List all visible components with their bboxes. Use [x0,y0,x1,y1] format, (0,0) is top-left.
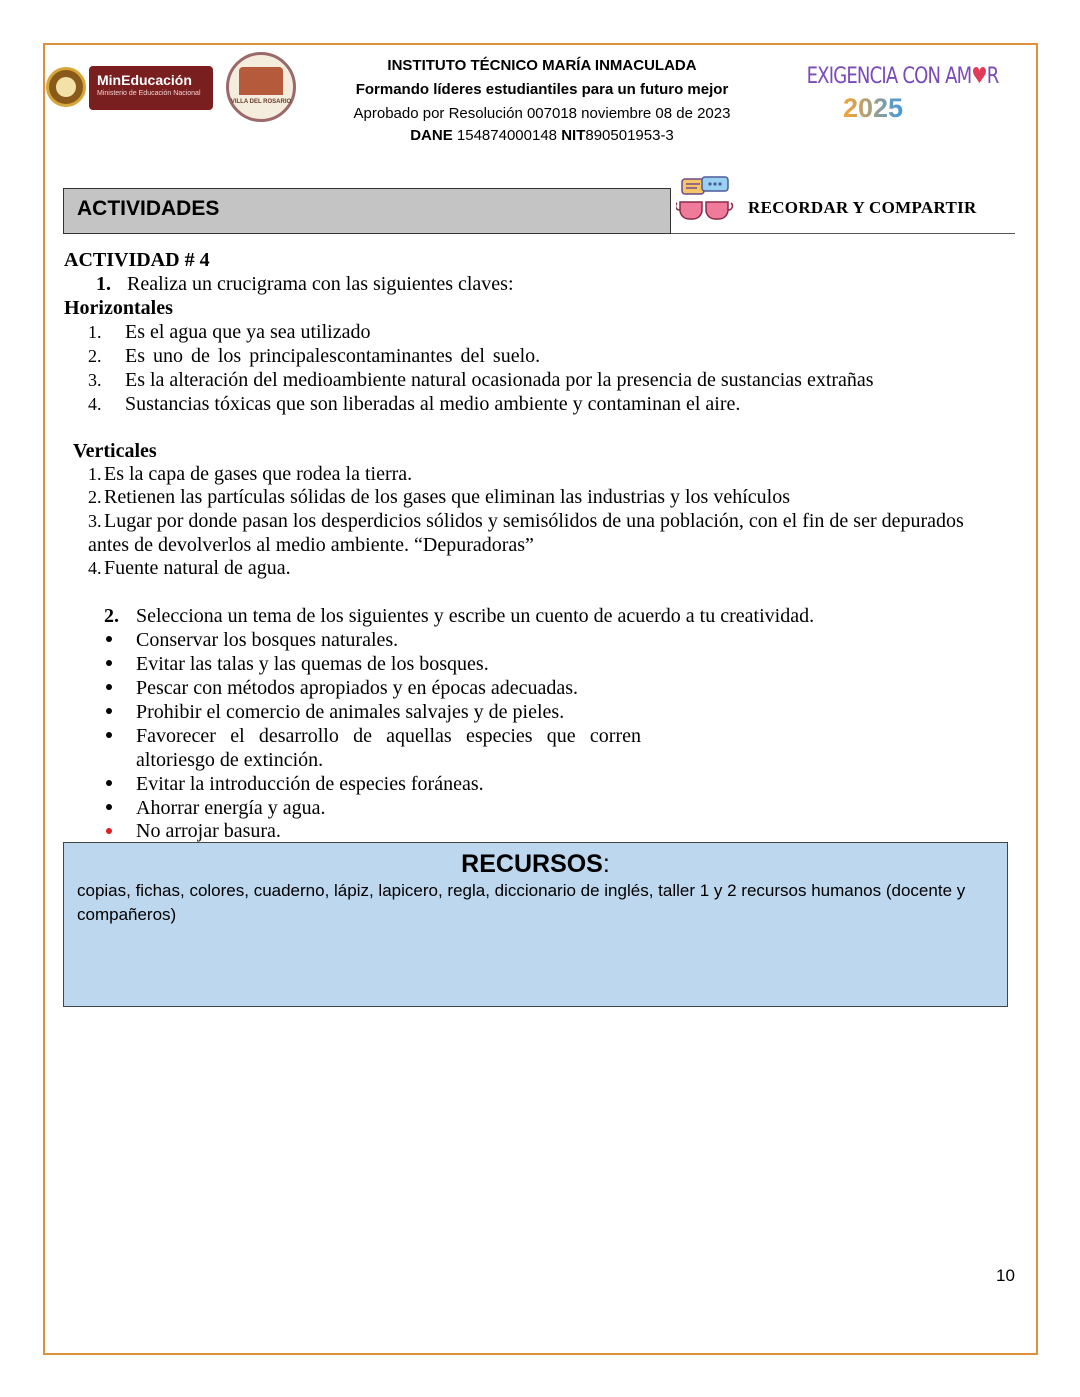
nit-value: 890501953-3 [585,127,674,144]
horizontal-clue-number: 2. [88,346,102,366]
logo-scene [239,67,283,95]
page-number: 10 [996,1266,1015,1285]
bullet-icon [104,634,114,644]
topic-item: Evitar las talas y las quemas de los bosques. [136,653,489,675]
bullet-icon [104,826,114,836]
nit-label: NIT [561,127,586,144]
horizontal-clue: Es la alteración del medioambiente natural ocasionada por la presencia de sustancias extrañas [125,369,874,391]
heart-icon: ♥ [971,64,987,89]
vertical-clue: Fuente natural de agua. [104,557,291,579]
mineducacion-subtitle: Ministerio de Educación Nacional [97,90,201,97]
activities-title: ACTIVIDADES [77,197,220,220]
vertical-clue: Retienen las partículas sólidas de los gases que eliminan las industrias y los vehículos [104,486,790,508]
horizontal-clue-number: 1. [88,322,102,342]
horizontales-label: Horizontales [64,297,173,319]
recursos-title-colon: : [602,850,610,878]
recursos-title-text: RECURSOS [461,850,603,878]
bullet-icon [104,802,114,812]
topic-item: Evitar la introducción de especies foráneas. [136,773,484,795]
topic-item: Prohibir el comercio de animales salvajes y de pieles. [136,701,565,723]
activities-banner [63,188,671,234]
coffee-chat-icon [676,176,734,224]
bullet-icon [104,682,114,692]
lema-text-a: EXIGENCIA CON AM [806,64,972,89]
item1-text: Realiza un crucigrama con las siguientes claves: [127,273,514,295]
bullet-icon [104,778,114,788]
lema-logo [792,62,999,124]
horizontal-clue: Es el agua que ya sea utilizado [125,321,371,343]
vertical-clue-number: 2. [88,487,102,507]
horizontal-clue: Es uno de los principalescontaminantes del suelo. [125,345,541,367]
approval-resolution: Aprobado por Resolución 007018 noviembre 08 de 2023 [353,105,731,122]
lema-text [806,62,999,92]
recordar-compartir-label: RECORDAR Y COMPARTIR [748,198,977,217]
horizontal-clue: Sustancias tóxicas que son liberadas al medio ambiente y contaminan el aire. [125,393,741,415]
recursos-title [64,849,1007,879]
dane-value: 154874000148 [456,127,558,144]
dane-label: DANE [410,127,453,144]
topic-item: No arrojar basura. [136,820,281,842]
institution-name: INSTITUTO TÉCNICO MARÍA INMACULADA [387,57,697,74]
mineducacion-title: MinEducación [97,72,192,88]
vertical-clue-number: 1. [88,464,102,484]
dane-nit-line [330,126,754,146]
topic-item: Conservar los bosques naturales. [136,629,399,651]
bullet-icon [104,730,114,740]
horizontal-clue-number: 3. [88,370,102,390]
recursos-text: copias, fichas, colores, cuaderno, lápiz, lapicero, regla, diccionario de inglés, taller 1 y 2 recursos humanos (docente y compañeros) [77,881,966,924]
topic-item: Ahorrar energía y agua. [136,797,326,819]
topic-item-continuation: altoriesgo de extinción. [136,749,324,771]
vertical-clue-continuation: antes de devolverlos al medio ambiente. “Depuradoras” [88,534,534,556]
activity-title: ACTIVIDAD # 4 [64,249,210,271]
vertical-clue-number: 4. [88,558,102,578]
villa-del-rosario-logo-icon [226,52,296,122]
item1-number: 1. [96,273,111,295]
vertical-clue: Es la capa de gases que rodea la tierra. [104,463,413,485]
topic-item: Favorecer el desarrollo de aquellas especies que corren [136,725,641,747]
lema-text-b: R [986,64,999,89]
horizontal-clue-number: 4. [88,394,102,414]
vertical-clue: Lugar por donde pasan los desperdicios sólidos y semisólidos de una población, con el fin de ser depurados [104,510,964,532]
colombia-coat-of-arms-icon [46,67,86,107]
bullet-icon [104,706,114,716]
municipal-logo-text: VILLA DEL ROSARIO [230,99,292,105]
verticales-label: Verticales [73,440,157,462]
topic-item: Pescar con métodos apropiados y en épocas adecuadas. [136,677,579,699]
banner-divider [671,233,1015,234]
item2-number: 2. [104,605,119,627]
bullet-icon [104,658,114,668]
mineducacion-logo [89,66,213,110]
recursos-box [63,842,1008,1007]
institution-header [330,54,754,146]
vertical-clue-number: 3. [88,511,102,531]
institution-motto: Formando líderes estudiantiles para un futuro mejor [355,81,729,98]
item2-text: Selecciona un tema de los siguientes y escribe un cuento de acuerdo a tu creatividad. [136,605,815,627]
lema-year: 2025 [792,92,954,124]
